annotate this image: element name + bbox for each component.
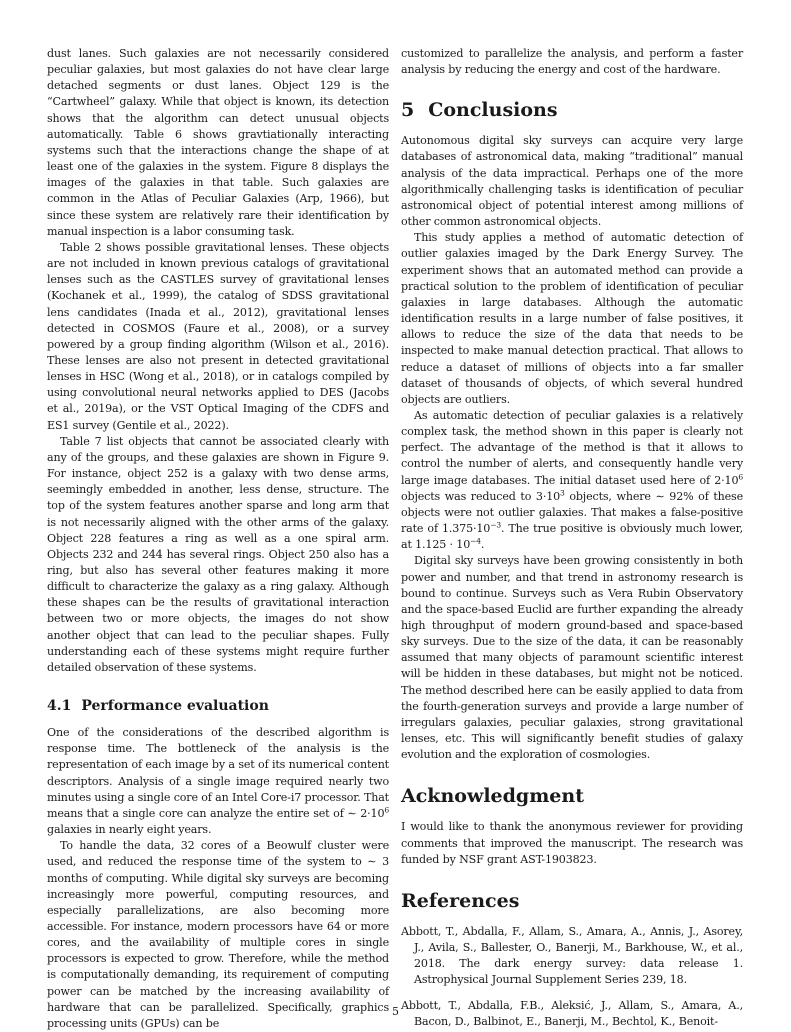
paragraph-unassociated-objects: Table 7 list objects that cannot be associated clearly with any of the groups, and these galaxies are shown in Figure 9. For instance, object 252 is a galaxy with two dense arms, seemingly embedded in another, less dense, structure. The top of the system features another sparse and long arm that is not necessarily aligned with the other arms of the galaxy. Object 228 features a ring as well as a one spiral arm. Objects 232 and 244 has several rings. Object 250 also has a ring, but also has several other features making it more difficult to characterize the galaxy as a ring galaxy. Although these shapes can be the results of gravitational interaction between two or more objects, the images do not show another object that can lead to the peculiar shapes. Fully understanding each of these systems might require further detailed observation of these systems.: [47, 434, 389, 674]
subsection-heading-performance: [47, 697, 389, 715]
acknowledgment-heading: Acknowledgment: [401, 785, 584, 808]
section-heading-conclusions: [401, 99, 743, 121]
page-number: 5: [392, 1005, 399, 1018]
paragraph-gravitational-lenses: Table 2 shows possible gravitational lenses. These objects are not included in known previous catalogs of gravitational lenses such as the CASTLES survey of gravitational lenses (Kochanek et al., 1999), the catalog of SDSS gravitational lens candidates (Inada et al., 2012), gravitational lenses detected in COSMOS (Faure et al., 2008), or a survey powered by a group finding algorithm (Wilson et al., 2016). These lenses are also not present in detected gravitational lenses in HSC (Wong et al., 2018), or in catalogs compiled by using convolutional neural networks applied to DES (Jacobs et al., 2019a), or the VST Optical Imaging of the CDFS and ES1 survey (Gentile et al., 2022).: [47, 240, 389, 432]
paragraph-beowulf-cluster: To handle the data, 32 cores of a Beowulf cluster were used, and reduced the response time of the system to ∼ 3 months of computing. While digital sky surveys are becoming increasingly more powerful, computing resources, and especially parallelizations, are also becoming more accessible. For instance, modern processors have 64 or more cores, and the availability of multiple cores in single processors is expected to grow. Therefore, while the method is computationally demanding, its requirement of computing power can be matched by the increasing availability of hardware that can be parallelized. Specifically, graphics processing units (GPUs) can be: [47, 839, 389, 1030]
paragraph-future-surveys: Digital sky surveys have been growing consistently in both power and number, and that trend in astronomy research is bound to continue. Surveys such as Vera Rubin Observatory and the space-based Euclid are further expanding the already high throughput of modern ground-based and space-based sky surveys. Due to the size of the data, it can be reasonably assumed that many objects of paramount scientific interest will be hidden in these databases, but might not be noticed. The method described here can be easily applied to data from the fourth-generation surveys and provide a large number of irregulars galaxies, peculiar galaxies, strong gravitational lenses, etc. This will significantly benefit studies of galaxy evolution and the exploration of cosmologies.: [401, 554, 743, 762]
subsection-title: Performance evaluation: [81, 698, 269, 715]
references-heading: References: [401, 889, 520, 912]
section-title: Conclusions: [428, 99, 558, 122]
paragraph-peculiar-galaxies: dust lanes. Such galaxies are not necessarily considered peculiar galaxies, but most galaxies do not have clear large detached segments or dust lanes. Object 129 is the “Cartwheel” galaxy. While that object is known, its detection shows that the algorithm can detect unusual objects automatically. Table 6 shows gravtiationally interacting systems such that the interactions change the shape of at least one of the galaxies in the system. Figure 8 displays the images of the galaxies in that table. Such galaxies are common in the Atlas of Peculiar Galaxies (Arp, 1966), but since these system are relatively rare their identification by manual inspection is a labor consuming task.: [47, 47, 389, 238]
paragraph-false-positive-rate: As automatic detection of peculiar galaxies is a relatively complex task, the method shown in this paper is clearly not perfect. The advantage of the method is that it allows to control the number of alerts, and consequently handle very large image databases. The initial dataset used here of $2\cdot 10^6$ objects was reduced to $3\cdot 10^3$ objects, where ∼ 92% of these objects were not outlier galaxies. That makes a false-positive rate of $1.375\cdot 10^{-3}$. The true positive is obviously much lower, at $1.125 \cdot 10^{-4}$.: [401, 408, 744, 552]
section-number: 5: [401, 99, 415, 122]
subsection-number: 4.1: [47, 698, 72, 715]
paragraph-response-time: One of the considerations of the described algorithm is response time. The bottleneck of the analysis is the representation of each image by a set of its numerical content descriptors. Analysis of a single image required nearly two minutes using a single core of an Intel Core-i7 processor. That means that a single core can analyze the entire set of ∼ $2\cdot 10^6$ galaxies in nearly eight years.: [47, 726, 389, 837]
reference-item: Abbott, T., Abdalla, F.B., Aleksić, J., Allam, S., Amara, A., Bacon, D., Balbinot, E., Banerji, M., Bechtol, K., Benoit-: [401, 998, 743, 1028]
paragraph-acknowledgment: I would like to thank the anonymous reviewer for providing comments that improved the manuscript. The research was funded by NSF grant AST-1903823.: [401, 820, 743, 866]
right-column: [401, 46, 743, 1030]
paragraph-gpu-continuation: customized to parallelize the analysis, and perform a faster analysis by reducing the energy and cost of the hardware.: [401, 47, 743, 77]
reference-item: Abbott, T., Abdalla, F., Allam, S., Amara, A., Annis, J., Asorey, J., Avila, S., Ballester, O., Banerji, M., Barkhouse, W., et al., 2018. The dark energy survey: data release 1. Astrophysical Journal Supplement Series 239, 18.: [401, 924, 743, 987]
paragraph-study-summary: This study applies a method of automatic detection of outlier galaxies imaged by the Dark Energy Survey. The experiment shows that an automated method can provide a practical solution to the problem of identification of peculiar galaxies in large databases. Although the automatic identification results in a large number of false positives, it allows to reduce the size of the data that needs to be inspected to make manual detection practical. That allows to reduce a dataset of millions of objects into a far smaller dataset of thousands of objects, of which several hundred objects are outliers.: [401, 231, 743, 406]
paragraph-conclusions-intro: Autonomous digital sky surveys can acquire very large databases of astronomical data, making “traditional” manual analysis of the data impractical. Perhaps one of the more algorithmically challenging tasks is identification of peculiar astronomical object of potential interest among millions of other common astronomical objects.: [401, 134, 743, 229]
left-column: [47, 46, 389, 1032]
